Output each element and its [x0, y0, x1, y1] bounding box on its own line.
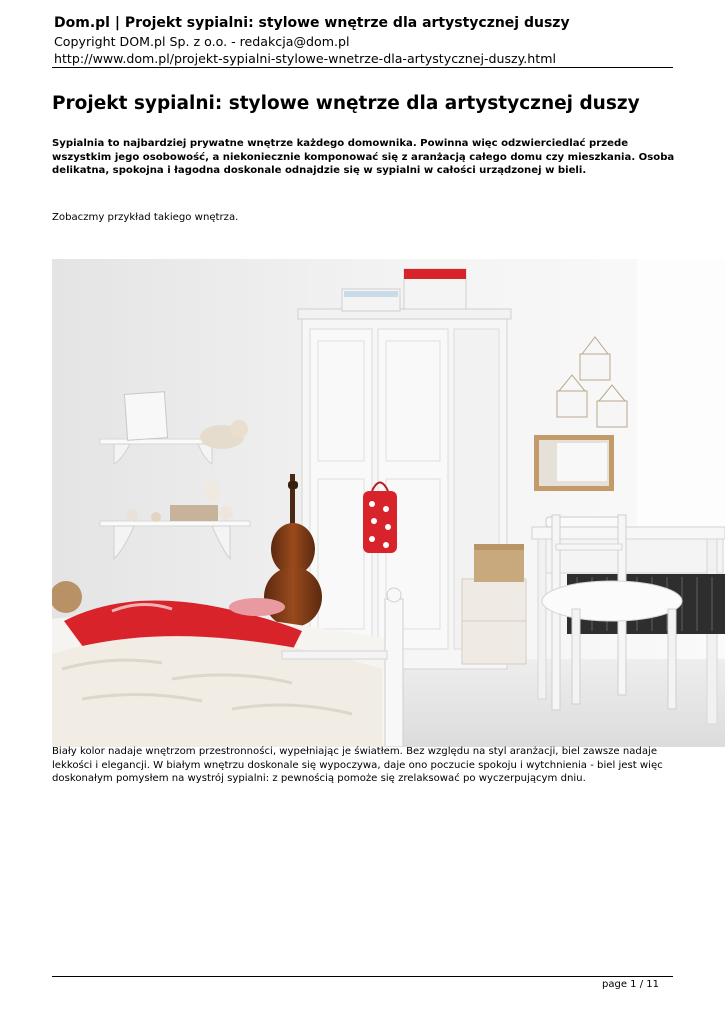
header-title: Dom.pl | Projekt sypialni: stylowe wnętrze dla artystycznej duszy [54, 15, 570, 31]
header-copyright: Copyright DOM.pl Sp. z o.o. - redakcja@dom.pl [54, 34, 350, 49]
article-title: Projekt sypialni: stylowe wnętrze dla artystycznej duszy [52, 93, 640, 114]
page-number: page 1 / 11 [602, 979, 659, 990]
document-header [54, 14, 674, 67]
header-url[interactable]: http://www.dom.pl/projekt-sypialni-stylowe-wnetrze-dla-artystycznej-duszy.html [54, 51, 556, 66]
article-body: Biały kolor nadaje wnętrzom przestronności, wypełniając je światłem. Bez względu na styl aranżacji, biel zawsze nadaje lekkości i elegancji. W białym wnętrzu doskonale się wypoczywa, daje ono poczucie spokoju i wytchnienia - biel jest więc doskonałym pomysłem na wystrój sypialni: z pewnością pomoże się zrelaksować po wyczerpującym dniu. [52, 746, 663, 784]
article-intro: Zobaczmy przykład takiego wnętrza. [52, 212, 239, 223]
bedroom-photo [52, 259, 725, 747]
footer-divider [52, 976, 673, 977]
header-divider [52, 67, 673, 68]
article-lead: Sypialnia to najbardziej prywatne wnętrze każdego domownika. Powinna więc odzwierciedlać przede wszystkim jego osobowość, a niekoniecznie komponować się z aranżacją całego domu czy mieszkania. Osoba delikatna, spokojna i łagodna doskonale odnajdzie się w sypialni w całości urządzonej w bieli. [52, 138, 675, 176]
